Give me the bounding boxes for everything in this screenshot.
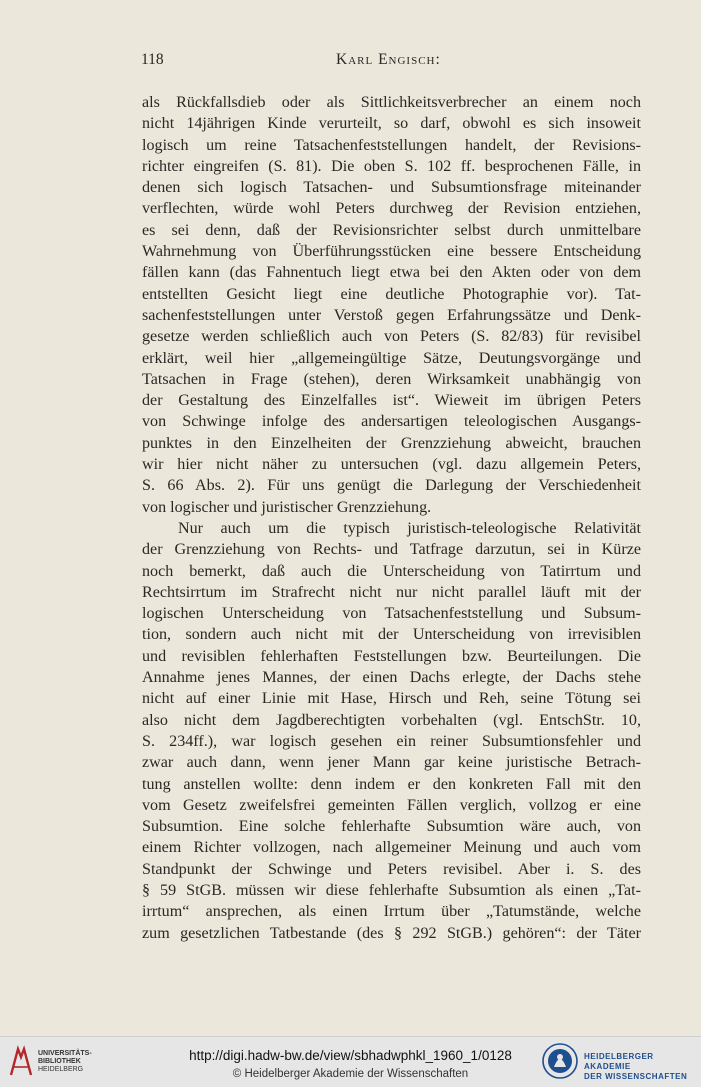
text-line: einem Richter vollzogen, nach allgemeiner Meinung und auch vom	[142, 839, 641, 857]
text-line: entstellten Gesicht liegt eine deutliche Photographie vor). Tat-	[142, 285, 641, 303]
university-name-line: HEIDELBERG	[38, 1066, 84, 1073]
paragraph	[142, 518, 641, 944]
text-line: § 59 StGB. müssen wir diese fehlerhafte Subsumtion als einen „Tat-	[142, 881, 641, 899]
academy-name-line: HEIDELBERGER AKADEMIE	[584, 1052, 654, 1071]
running-head: Karl Engisch:	[336, 51, 441, 68]
text-line: Standpunkt der Schwinge und Peters revisibel. Aber i. S. des	[142, 860, 641, 878]
text-line: Annahme jenes Mannes, der einen Dachs erlegte, der Dachs stehe	[142, 669, 641, 687]
text-line: also nicht dem Jagdberechtigten vorbehalten (vgl. EntschStr. 10,	[142, 711, 641, 729]
text-line: es sei denn, daß der Revisionsrichter selbst durch unmittelbare	[142, 221, 641, 239]
text-line: zum gesetzlichen Tatbestande (des § 292 StGB.) gehören“: der Täter	[142, 924, 641, 942]
text-line: gesetze werden schließlich auch von Peters (S. 82/83) für revisibel	[142, 328, 641, 346]
text-line: verflechten, würde wohl Peters durchweg der Revision entziehen,	[142, 200, 641, 218]
text-line: als Rückfallsdieb oder als Sittlichkeitsverbrecher an einem noch	[142, 94, 641, 111]
page-number: 118	[141, 51, 164, 68]
academy-name	[584, 1052, 701, 1082]
page-header	[141, 51, 640, 73]
text-line: irrtum“ ansprechen, als einen Irrtum über „Tatumstände, welche	[142, 903, 641, 921]
text-line: Subsumtion. Eine solche fehlerhafte Subsumtion wäre auch, von	[142, 818, 641, 836]
academy-seal-icon[interactable]	[541, 1042, 579, 1080]
text-line: tion, sondern auch nicht mit der Unterscheidung von irrevisiblen	[142, 626, 641, 644]
body-text	[142, 92, 641, 944]
text-line: Nur auch um die typisch juristisch-teleologische Relativität	[178, 519, 641, 537]
paragraph	[142, 92, 641, 518]
text-line: S. 234ff.), war logisch gesehen ein reiner Subsumtionsfehler und	[142, 732, 641, 750]
text-line: zwar auch dann, wenn jener Mann gar keine juristische Betrach-	[142, 754, 641, 772]
permalink-url[interactable]: http://digi.hadw-bw.de/view/sbhadwphkl_1960_1/0128	[189, 1048, 512, 1063]
text-line: und revisiblen fehlerhaften Feststellungen bzw. Beurteilungen. Die	[142, 647, 641, 665]
text-line: Wahrnehmung von Überführungsstücken eine bessere Entscheidung	[142, 243, 641, 261]
text-line: erklärt, weil hier „allgemeingültige Sätze, Deutungsvorgänge und	[142, 349, 641, 367]
text-line: Rechtsirrtum im Strafrecht nicht nur nicht parallel läuft mit der	[142, 583, 641, 601]
text-line: punktes in den Einzelheiten der Grenzziehung abweicht, brauchen	[142, 434, 641, 452]
university-name-line: UNIVERSITÄTS-	[38, 1050, 92, 1057]
text-line: logischen Unterscheidung von Tatsachenfeststellung und Subsum-	[142, 605, 641, 623]
academy-name-line: DER WISSENSCHAFTEN	[584, 1072, 688, 1081]
text-line: Tatsachen in Frage (stehen), deren Wirksamkeit unabhängig von	[142, 370, 641, 388]
copyright-notice: © Heidelberger Akademie der Wissenschaften	[232, 1068, 469, 1080]
text-line: denen sich logisch Tatsachen- und Subsumtionsfrage miteinander	[142, 179, 641, 197]
text-line: noch bemerkt, daß auch die Unterscheidung von Tatirrtum und	[142, 562, 641, 580]
text-line: wir hier nicht näher zu untersuchen (vgl. dazu allgemein Peters,	[142, 456, 641, 474]
university-name-line: BIBLIOTHEK	[38, 1058, 81, 1065]
text-line: sachenfeststellungen unter Verstoß gegen Erfahrungssätze und Denk-	[142, 306, 641, 324]
text-line: tung anstellen wollte: denn indem er den konkreten Fall mit den	[142, 775, 641, 793]
text-line: nicht auf einer Linie mit Hase, Hirsch und Reh, seine Tötung sei	[142, 690, 641, 708]
text-line: nicht 14jährigen Kinde verurteilt, so darf, obwohl es sich insoweit	[142, 115, 641, 133]
text-line: der Gestaltung des Einzelfalles ist“. Wieweit im übrigen Peters	[142, 392, 641, 410]
text-line: S. 66 Abs. 2). Für uns genügt die Darlegung der Verschiedenheit	[142, 477, 641, 495]
text-line: der Grenzziehung von Rechts- und Tatfrage darzutun, sei in Kürze	[142, 541, 641, 559]
text-line: vom Gesetz zweifelsfrei gemeinten Fällen verglich, vollzog er eine	[142, 796, 641, 814]
text-line: logisch um reine Tatsachenfeststellungen handelt, der Revisions-	[142, 136, 641, 154]
text-line: fällen kann (das Fahnentuch liegt etwa bei den Akten oder von dem	[142, 264, 641, 282]
viewer-footer	[0, 1036, 701, 1087]
text-line: von Schwinge infolge des andersartigen teleologischen Ausgangs-	[142, 413, 641, 431]
text-line: richter eingreifen (S. 81). Die oben S. 102 ff. besprochenen Fälle, in	[142, 157, 641, 175]
text-line: von logischer und juristischer Grenzziehung.	[142, 498, 432, 516]
